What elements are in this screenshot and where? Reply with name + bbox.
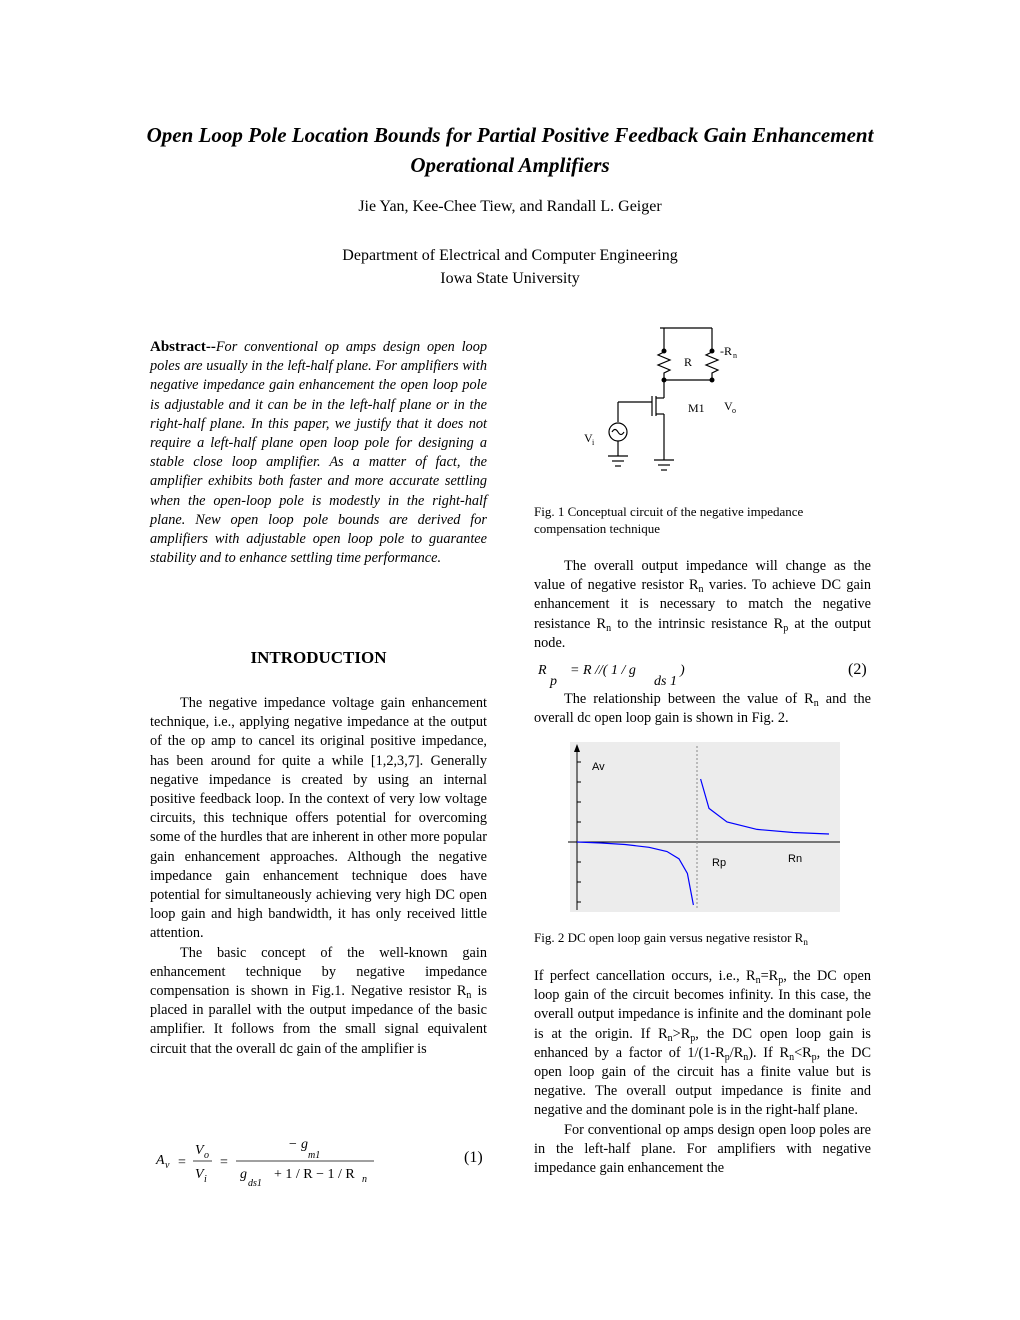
equation-2-svg	[534, 658, 871, 690]
rp3-s4: p	[690, 1032, 696, 1044]
rp3-h: <R	[794, 1044, 812, 1061]
figure-1-circuit	[534, 322, 871, 472]
fig2-caption-text: Fig. 2 DC open loop gain versus negative resistor R	[534, 930, 804, 945]
eq2-rhs-a: = R //( 1 / g	[570, 663, 636, 678]
gain-chart	[560, 742, 850, 912]
abstract-text: For conventional op amps design open loop poles are usually in the left-half plane. For amplifiers with negative impedance gain enhancement the open loop pole is adjustable and it can be in the left-half plane or in the right-half plane. In this paper, we justify that it does not require a left-half plane open loop pole for designing a stable close loop amplifier. As a matter of fact, the amplifier exhibits both faster and more accurate settling when the open-loop pole is modestly in the right-half plane. New open loop pole bounds are derived for amplifiers with adjustable open loop pole to guarantee stability and to enhance settling time performance.	[150, 339, 487, 567]
label-vo: V	[724, 399, 733, 413]
right-paragraph-2	[534, 690, 871, 728]
eq1-eq-b: =	[220, 1155, 228, 1170]
intro-paragraph-2	[150, 944, 487, 1059]
eq2-lhs-sub: p	[550, 674, 557, 689]
introduction-body	[150, 694, 487, 1059]
label-r: R	[684, 355, 693, 369]
rp3-c: , the DC open loop gain of the circuit becomes infinity. In this case, the overall output impedance is infinite and the dominant pole is at the origin. If R	[534, 968, 871, 1042]
university: Iowa State University	[440, 270, 580, 287]
intro-p2-sub: n	[466, 990, 472, 1002]
rp3-s8: p	[811, 1051, 817, 1063]
eq1-num2: − g	[288, 1137, 308, 1152]
abstract-lead: Abstract--	[150, 339, 216, 355]
authors: Jie Yan, Kee-Chee Tiew, and Randall L. Geiger	[358, 198, 662, 215]
fig2-caption-sub: n	[803, 937, 808, 947]
rp1-b: varies. To achieve DC gain enhancement it is necessary to match the negative resistance R	[534, 577, 871, 632]
rp3-s7: n	[789, 1051, 795, 1063]
rp3-a: If perfect cancellation occurs, i.e., R	[534, 968, 756, 984]
label-m1: M1	[688, 401, 705, 415]
rp3-d: >R	[672, 1025, 691, 1042]
eq1-num1-sub: o	[204, 1150, 209, 1161]
eq1-num1: V	[195, 1143, 204, 1158]
affiliation	[0, 244, 1020, 290]
eq2-rhs-sub: ds 1	[654, 674, 677, 689]
label-vi: V	[584, 431, 593, 445]
rp3-s5: p	[724, 1051, 730, 1063]
eq1-den2-b: + 1 / R − 1 / R	[274, 1167, 355, 1182]
paper-title: Open Loop Pole Location Bounds for Partial Positive Feedback Gain Enhancement Operational Amplifiers	[146, 123, 874, 177]
rp1-sub1: n	[698, 584, 704, 596]
rp3-s3: n	[667, 1032, 673, 1044]
right-p4: For conventional op amps design open loop poles are in the left-half plane. For amplifiers with negative impedance gain enhancement the	[534, 1121, 871, 1177]
eq1-den1: V	[195, 1167, 204, 1182]
equation-2	[534, 658, 871, 688]
rp1-sub3: p	[783, 622, 789, 634]
rp3-s2: p	[778, 975, 784, 986]
right-p2	[534, 690, 871, 728]
eq1-lhs: A	[156, 1153, 165, 1168]
rp2-sub: n	[813, 698, 819, 709]
eq2-rhs-b: )	[680, 663, 685, 678]
eq1-den2-a: g	[240, 1167, 247, 1182]
rp3-e: , the DC open loop gain is enhanced by a factor of 1/(1-R	[534, 1025, 871, 1061]
right-paragraph-1	[534, 557, 871, 653]
resistor-rn	[706, 352, 718, 378]
figure-2-chart	[560, 742, 850, 912]
y-axis-label: Av	[592, 761, 605, 773]
department: Department of Electrical and Computer Engineering	[342, 247, 678, 264]
intro-p2-text-b: is placed in parallel with the output impedance of the basic amplifier. It follows from the small signal equivalent circuit that the overall dc gain of the amplifier is	[150, 983, 487, 1057]
chart-background	[570, 742, 840, 912]
equation-1-svg	[150, 1137, 487, 1190]
eq2-lhs: R	[538, 663, 547, 678]
eq1-eq-a: =	[178, 1155, 186, 1170]
abstract	[150, 338, 487, 568]
rp3-g: ). If R	[748, 1044, 790, 1061]
rp3-f: /R	[729, 1044, 744, 1061]
right-paragraph-3	[534, 967, 871, 1178]
intro-paragraph-1: The negative impedance voltage gain enhancement technique, i.e., applying negative impedance at the output of the op amp to cancel its original positive impedance, has been around for quite a while [1,2,3,7]. Generally negative impedance is created by using an internal positive feedback loop. In the context of very low voltage circuits, this technique offers potential for overcoming some of the hurdles that are inherent in other more popular gain enhancement approaches. Although the negative impedance gain enhancement technique does have potential for simultaneously achieving very high DC open loop gain and high bandwidth, it has only received little attention.	[150, 695, 487, 942]
rp3-b: =R	[760, 968, 779, 984]
eq2-number: (2)	[848, 661, 867, 678]
section-heading-introduction: INTRODUCTION	[250, 648, 387, 667]
circuit-diagram	[534, 322, 871, 472]
rp2-b: and the overall dc open loop gain is shown in Fig. 2.	[534, 691, 871, 727]
eq1-lhs-sub: v	[165, 1160, 170, 1171]
eq1-den1-sub: i	[204, 1174, 207, 1185]
eq1-num2-sub: m1	[308, 1150, 321, 1161]
right-p1	[534, 557, 871, 653]
eq1-den2-sub: ds1	[248, 1178, 262, 1189]
eq1-number: (1)	[464, 1149, 483, 1166]
rp1-c: to the intrinsic resistance R	[611, 615, 784, 632]
rp3-i: , the DC open loop gain of the circuit has a finite value but is negative. The overall output impedance is finite and negative and the dominant pole is in the right-half plane.	[534, 1044, 871, 1119]
rp3-s6: n	[743, 1051, 749, 1063]
rp1-sub2: n	[606, 622, 612, 634]
rp1-d: at the output node.	[534, 615, 871, 651]
x-marker-rn: Rn	[788, 853, 803, 865]
intro-p2-text-a: The basic concept of the well-known gain enhancement technique by negative impedance compensation is shown in Fig.1. Negative resistor R	[150, 944, 487, 1000]
rp1-a: The overall output impedance will change as the value of negative resistor R	[534, 558, 871, 594]
label-vi-sub: i	[592, 438, 595, 447]
label-vo-sub: o	[732, 406, 736, 415]
right-p3	[534, 967, 871, 1121]
rp3-s1: n	[755, 975, 761, 986]
rp2-a: The relationship between the value of R	[564, 691, 814, 707]
label-rn: -R	[720, 344, 732, 358]
resistor-r	[658, 352, 670, 378]
eq1-den2-sub2: n	[362, 1174, 367, 1185]
equation-1	[150, 1137, 487, 1189]
figure-1-caption: Fig. 1 Conceptual circuit of the negative impedance compensation technique	[534, 504, 804, 536]
label-rn-sub: n	[733, 351, 737, 360]
x-marker-rp: Rp	[712, 857, 727, 869]
figure-2-caption	[534, 930, 871, 946]
